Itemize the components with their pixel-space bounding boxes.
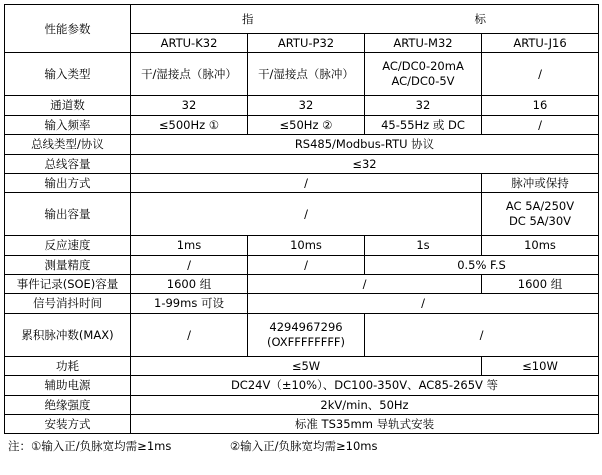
row-label: 输出方式 [5, 173, 131, 192]
row-label: 总线容量 [5, 154, 131, 173]
row-cell: / [248, 255, 365, 274]
row-label: 输出容量 [5, 193, 131, 236]
row-cell: / [482, 115, 599, 134]
row-cell: 16 [482, 96, 599, 115]
row-cell: ≤5W [131, 356, 482, 375]
row-cell: 1ms [131, 236, 248, 255]
row-cell: 32 [248, 96, 365, 115]
row-cell: 1600 组 [482, 275, 599, 294]
model-artu-p32: ARTU-P32 [248, 34, 365, 53]
row-cell: 32 [365, 96, 482, 115]
row-cell: 1-99ms 可设 [131, 294, 248, 313]
row-label: 信号消抖时间 [5, 294, 131, 313]
row-cell: / [248, 294, 599, 313]
row-label: 输入频率 [5, 115, 131, 134]
header-group-right: 标 [474, 11, 487, 26]
table-header-row [5, 5, 599, 34]
model-artu-k32: ARTU-K32 [131, 34, 248, 53]
table-row [5, 115, 599, 134]
table-row [5, 96, 599, 115]
row-label: 事件记录(SOE)容量 [5, 275, 131, 294]
row-cell: / [248, 275, 482, 294]
row-cell: / [131, 193, 482, 236]
footnote-text-2: 输入正/负脉宽均需≥10ms [240, 439, 378, 454]
row-label: 功耗 [5, 356, 131, 375]
table-row [5, 275, 599, 294]
row-label: 安装方式 [5, 414, 131, 433]
row-label: 测量精度 [5, 255, 131, 274]
table-row [5, 313, 599, 356]
row-cell: 10ms [482, 236, 599, 255]
row-cell: 0.5% F.S [365, 255, 599, 274]
row-cell: / [482, 53, 599, 96]
row-label: 通道数 [5, 96, 131, 115]
row-cell: / [131, 173, 482, 192]
row-label: 输入类型 [5, 53, 131, 96]
row-cell: 干/湿接点（脉冲） [248, 53, 365, 96]
row-cell: 10ms [248, 236, 365, 255]
table-row [5, 193, 599, 236]
row-label: 绝缘强度 [5, 395, 131, 414]
row-cell: 标准 TS35mm 导轨式安装 [131, 414, 599, 433]
table-row [5, 53, 599, 96]
table-row [5, 294, 599, 313]
row-cell: 脉冲或保持 [482, 173, 599, 192]
table-row [5, 395, 599, 414]
table-row [5, 236, 599, 255]
row-cell: 2kV/min、50Hz [131, 395, 599, 414]
table-row [5, 376, 599, 395]
table-row [5, 414, 599, 433]
table-row [5, 356, 599, 375]
row-cell: ≤50Hz ② [248, 115, 365, 134]
footnote-prefix: 注： [8, 439, 31, 454]
model-artu-j16: ARTU-J16 [482, 34, 599, 53]
row-cell: ≤10W [482, 356, 599, 375]
header-param-label: 性能参数 [5, 5, 131, 53]
row-cell: AC 5A/250V DC 5A/30V [482, 193, 599, 236]
table-row [5, 154, 599, 173]
row-cell: / [131, 255, 248, 274]
row-cell: 4294967296 (OXFFFFFFFF) [248, 313, 365, 356]
row-label: 反应速度 [5, 236, 131, 255]
row-cell: / [131, 313, 248, 356]
footnote-marker-1: ① [31, 439, 42, 454]
model-artu-m32: ARTU-M32 [365, 34, 482, 53]
row-cell: 干/湿接点（脉冲） [131, 53, 248, 96]
row-label: 辅助电源 [5, 376, 131, 395]
table-row [5, 135, 599, 154]
footnote [4, 434, 598, 454]
row-cell: 1s [365, 236, 482, 255]
footnote-marker-2: ② [229, 439, 241, 454]
specification-table [4, 4, 599, 434]
row-cell: 1600 组 [131, 275, 248, 294]
row-cell: DC24V（±10%）、DC100-350V、AC85-265V 等 [131, 376, 599, 395]
footnote-text-1: 输入正/负脉宽均需≥1ms [41, 439, 172, 454]
header-group-left: 指 [242, 11, 255, 26]
row-label: 总线类型/协议 [5, 135, 131, 154]
table-row [5, 255, 599, 274]
row-cell: 32 [131, 96, 248, 115]
row-cell: / [365, 313, 599, 356]
row-cell: AC/DC0-20mA AC/DC0-5V [365, 53, 482, 96]
table-row [5, 173, 599, 192]
header-group-label [131, 5, 599, 34]
row-cell: ≤32 [131, 154, 599, 173]
row-cell: ≤500Hz ① [131, 115, 248, 134]
row-cell: 45-55Hz 或 DC [365, 115, 482, 134]
row-cell: RS485/Modbus-RTU 协议 [131, 135, 599, 154]
row-label: 累积脉冲数(MAX) [5, 313, 131, 356]
